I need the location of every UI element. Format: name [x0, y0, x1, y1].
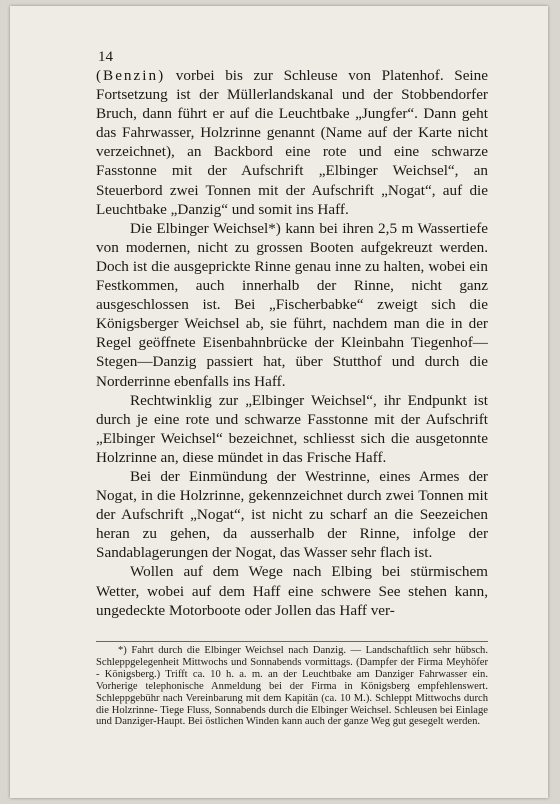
paragraph-4: Bei der Einmündung der Westrinne, eines Armes der Nogat, in die Holzrinne, gekennzeichnet durch zwei Tonnen mit der Aufschrift „Nogat“, ist nicht zu scharf an die Seezeichen heran zu gehen, da ausserhalb der Rinne, infolge der Sandablagerungen der Nogat, das Wasser sehr flach ist.	[96, 467, 488, 562]
paragraph-2: Die Elbinger Weichsel*) kann bei ihren 2,5 m Wassertiefe von modernen, nicht zu grossen Booten aufgekreuzt werden. Doch ist die ausgeprickte Rinne genau inne zu halten, wobei ein Festkommen, auch innerhalb der Rinne, nicht ganz ausgeschlossen ist. Bei „Fischerbabke“ zweigt sich die Königsberger Weichsel ab, sie führt, nachdem man die in der Regel geöffnete Eisenbahnbrücke der Kleinbahn Tiegenhof—Stegen—Danzig passiert hat, über Stutthof und durch die Norderrinne ebenfalls ins Haff.	[96, 219, 488, 390]
body-text	[96, 66, 488, 620]
paragraph-1	[96, 66, 488, 219]
book-page	[10, 6, 548, 798]
page-number: 14	[98, 49, 113, 65]
paragraph-5: Wollen auf dem Wege nach Elbing bei stürmischem Wetter, wobei auf dem Haff eine schwere See stehen kann, ungedeckte Motorboote oder Jollen das Haff ver-	[96, 563, 488, 619]
paragraph-text: vorbei bis zur Schleuse von Platenhof. Seine Fortsetzung ist der Müllerlandskanal und der Stobbendorfer Bruch, dann führt er auf die Leuchtbake „Jungfer“. Dann geht das Fahrwasser, Holzrinne genannt (Name auf der Karte nicht verzeichnet), an Backbord eine rote und eine schwarze Fasstonne mit der Aufschrift „Elbinger Weichsel“, an Steuerbord zwei Tonnen mit der Aufschrift „Nogat“, auf die Leuchtbake „Danzig“ und somit ins Haff.	[96, 67, 488, 218]
footnote: *) Fahrt durch die Elbinger Weichsel nach Danzig. — Landschaftlich sehr hübsch. Schleppgelegenheit Mittwochs und Sonnabends vormittags. (Dampfer der Firma Meyhöfer - Königsberg.) Trifft ca. 10 h. a. m. an der Leuchtbake am Danziger Fahrwasser ein. Vorherige telephonische Anmeldung bei der Firma in Königsberg empfehlenswert. Schleppgebühr nach Vereinbarung mit dem Kapitän (ca. 10 M.). Schleppt Mittwochs durch die Holzrinne- Tiege Fluss, Sonnabends durch die Elbinger Weichsel. Schleusen bei Einlage und Danziger-Haupt. Bei östlichen Winden kann auch der ganze Weg gut gesegelt werden.	[96, 645, 488, 728]
footnote-divider	[96, 641, 488, 642]
paragraph-3: Rechtwinklig zur „Elbinger Weichsel“, ihr Endpunkt ist durch je eine rote und schwarze Fasstonne mit der Aufschrift „Elbinger Weichsel“ bezeichnet, schliesst sich die ausgetonnte Holzrinne an, diese mündet in das Frische Haff.	[96, 391, 488, 466]
spaced-word: (Benzin)	[96, 67, 166, 84]
